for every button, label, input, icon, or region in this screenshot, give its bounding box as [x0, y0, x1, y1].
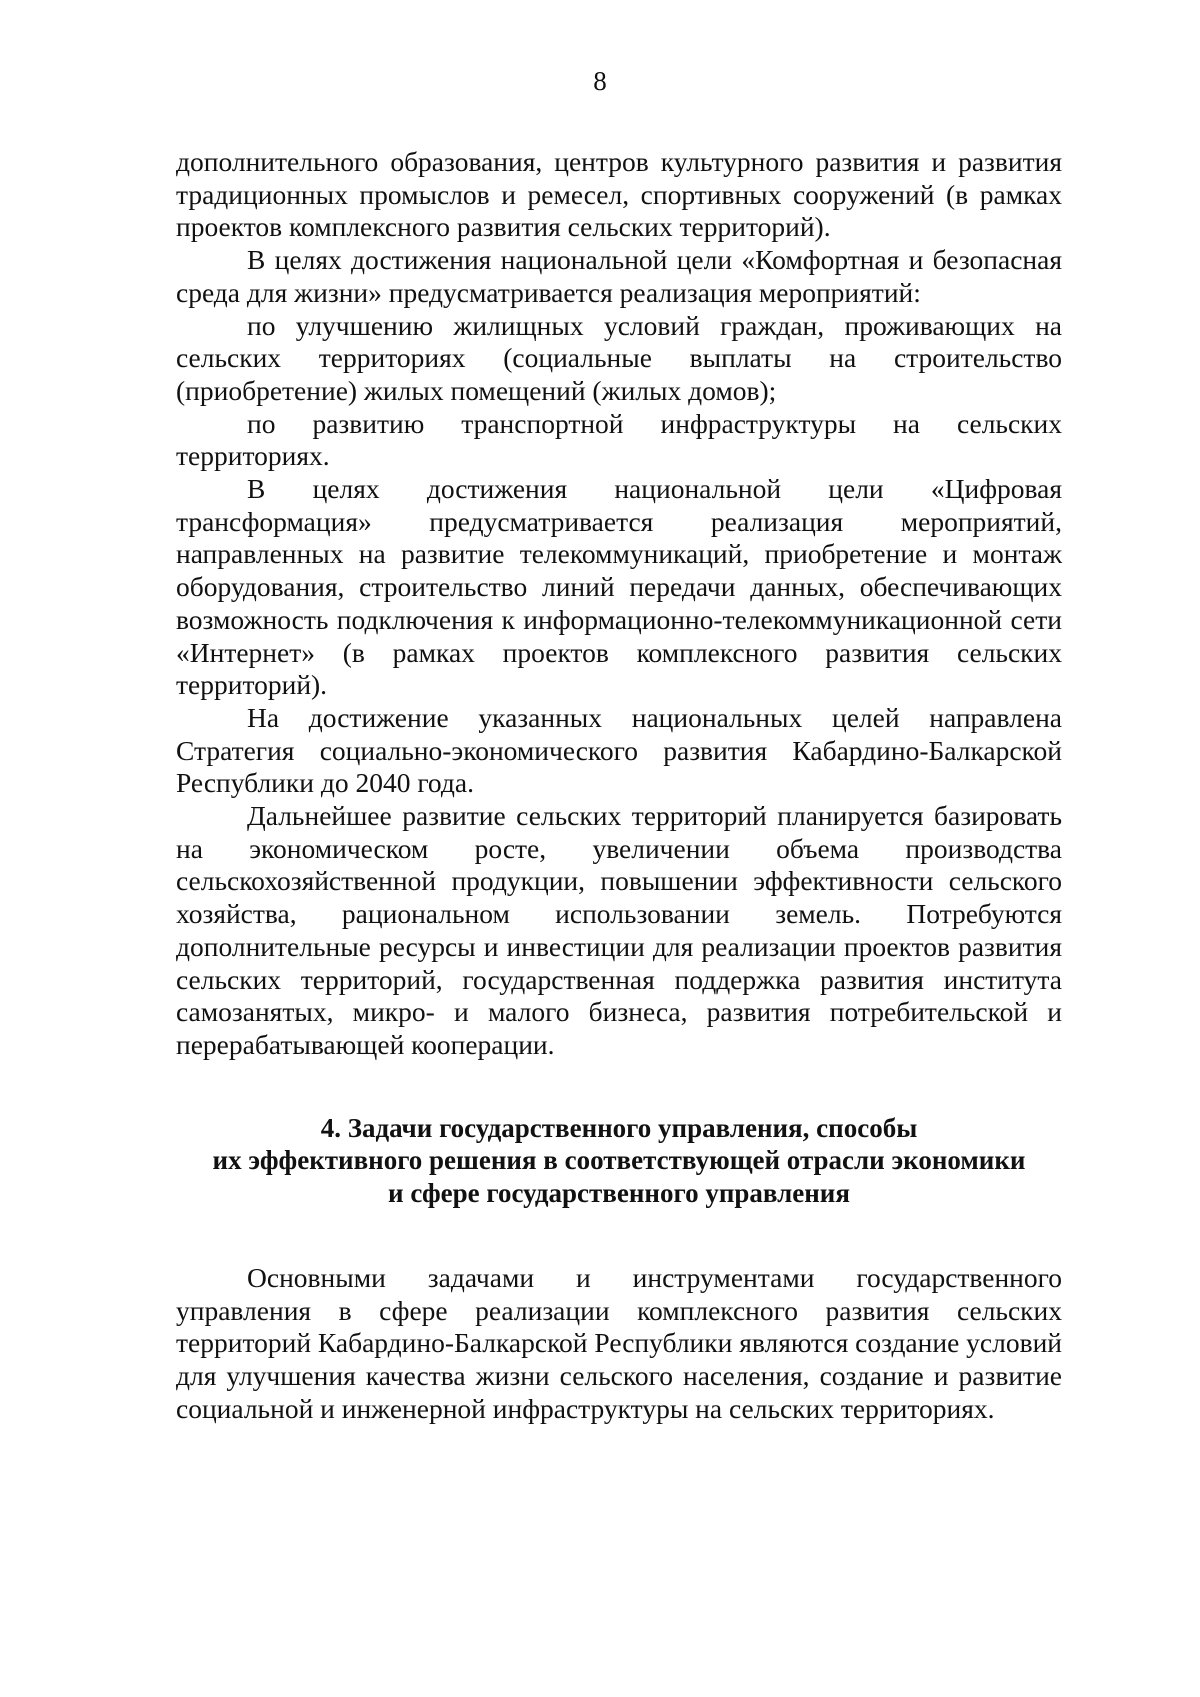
paragraph-development-strategy: На достижение указанных национальных целей направлена Стратегия социально-экономического развития Кабардино-Балкарской Республики до 2040 года. [176, 701, 1062, 799]
paragraph-continuation: дополнительного образования, центров культурного развития и развития традиционных промыслов и ремесел, спортивных сооружений (в рамках проектов комплексного развития сельских территорий). [176, 146, 1062, 243]
page-number: 8 [593, 66, 607, 96]
section-heading [176, 1112, 1062, 1210]
paragraph-further-development: Дальнейшее развитие сельских территорий планируется базировать на экономическом росте, увеличении объема производства сельскохозяйственной продукции, повышении эффективности сельского хозяйства, рациональном использовании земель. Потребуются дополнительные ресурсы и инвестиции для реализации проектов развития сельских территорий, государственная поддержка развития института самозанятых, микро- и малого бизнеса, развития потребительской и перерабатывающей кооперации. [176, 800, 1062, 1060]
section-heading-line-3: и сфере государственного управления [388, 1178, 850, 1209]
paragraph-transport-infrastructure: по развитию транспортной инфраструктуры на сельских территориях. [176, 407, 1062, 472]
section-heading-line-2: их эффективного решения в соответствующей отрасли экономики [212, 1145, 1026, 1176]
paragraph-comfortable-environment-goal: В целях достижения национальной цели «Комфортная и безопасная среда для жизни» предусматривается реализация мероприятий: [176, 244, 1062, 308]
paragraph-digital-transformation-goal: В целях достижения национальной цели «Цифровая трансформация» предусматривается реализация мероприятий, направленных на развитие телекоммуникаций, приобретение и монтаж оборудования, строительство линий передачи данных, обеспечивающих возможность подключения к информационно-телекоммуникационной сети «Интернет» (в рамках проектов комплексного развития сельских территорий). [176, 473, 1062, 701]
section-heading-line-1: 4. Задачи государственного управления, способы [320, 1112, 918, 1143]
document-body [176, 146, 1062, 1425]
paragraph-main-tasks: Основными задачами и инструментами государственного управления в сфере реализации комплексного развития сельских территорий Кабардино-Балкарской Республики являются создание условий для улучшения качества жизни сельского населения, создание и развитие социальной и инженерной инфраструктуры на сельских территориях. [176, 1261, 1063, 1424]
paragraph-housing-conditions: по улучшению жилищных условий граждан, проживающих на сельских территориях (социальные выплаты на строительство (приобретение) жилых помещений (жилых домов); [176, 309, 1062, 406]
